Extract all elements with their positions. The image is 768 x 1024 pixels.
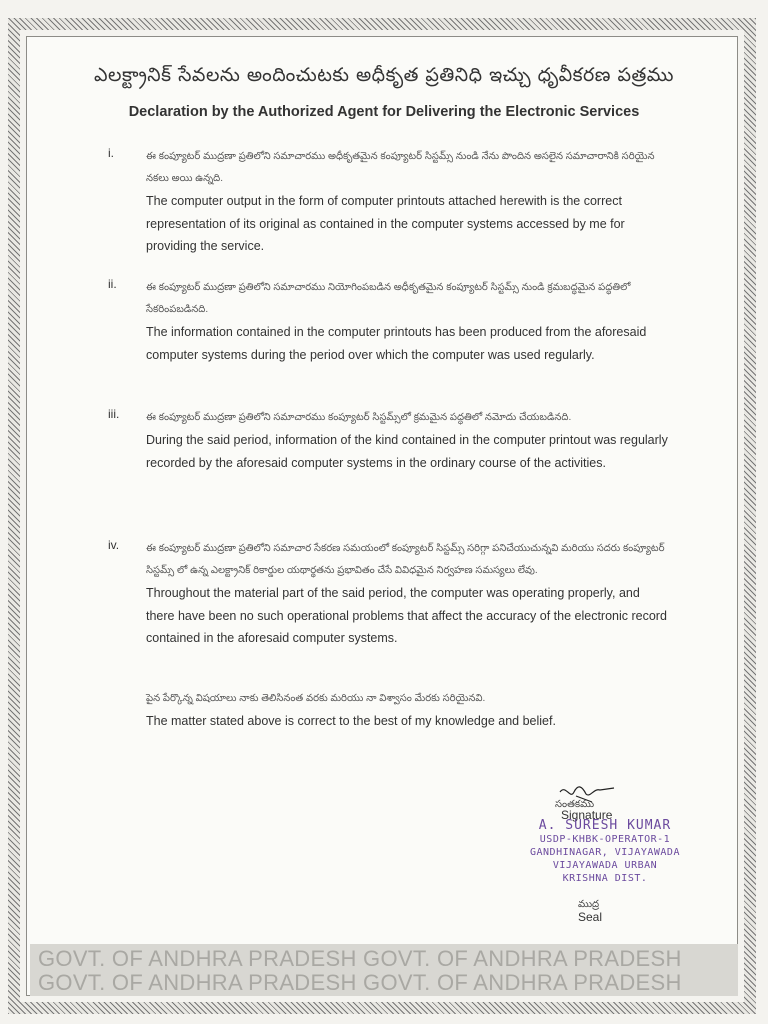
seal-label: Seal xyxy=(578,910,603,924)
telugu-title: ఎలక్ట్రానిక్ సేవలను అందించుటకు అధీకృత ప్రతినిధి ఇచ్చు ధృవీకరణ పత్రము xyxy=(93,64,674,86)
signature-label: Signature xyxy=(561,808,613,822)
item-english-text: Throughout the material part of the said period, the computer was operating properly, and there have been no such operational problems that affect the accuracy of the electronic record contained in the aforesaid computer systems. xyxy=(146,586,667,645)
item-telugu-text: ఈ కంప్యూటర్ ముద్రణా ప్రతిలోని సమాచారము నియోగింపబడిన అధీకృతమైన కంప్యూటర్ సిస్టమ్స్ నుండి క్రమబద్ధమైన పద్ధతిలో సేకరింపబడినది. xyxy=(146,282,631,315)
item-number: i. xyxy=(108,146,114,160)
item-telugu-text: ఈ కంప్యూటర్ ముద్రణా ప్రతిలోని సమాచారము అధీకృతమైన కంప్యూటర్ సిస్టమ్స్ నుండి నేను పొందిన అసలైన సమాచారానికి సరియైన నకలు అయి ఉన్నది. xyxy=(146,151,655,184)
stamp-area: VIJAYAWADA URBAN xyxy=(552,860,658,871)
item-telugu-text: ఈ కంప్యూటర్ ముద్రణా ప్రతిలోని సమాచారము కంప్యూటర్ సిస్టమ్స్‌లో క్రమమైన పద్ధతిలో నమోదు చేయబడినది. xyxy=(146,412,572,423)
closing-telugu-text: పైన పేర్కొన్న విషయాలు నాకు తెలిసినంత వరకు మరియు నా విశ్వాసం మేరకు సరియైనవి. xyxy=(146,693,486,704)
official-stamp xyxy=(510,818,700,885)
watermark-text-1: GOVT. OF ANDHRA PRADESH GOVT. OF ANDHRA PRADESH xyxy=(38,946,682,971)
watermark-text-2: GOVT. OF ANDHRA PRADESH GOVT. OF ANDHRA PRADESH xyxy=(38,970,682,995)
item-number: iv. xyxy=(108,538,120,552)
stamp-name: A. SURESH KUMAR xyxy=(538,818,672,833)
item-number: iii. xyxy=(108,407,120,421)
stamp-location: GANDHINAGAR, VIJAYAWADA xyxy=(530,847,680,858)
stamp-designation: USDP-KHBK-OPERATOR-1 xyxy=(539,834,671,845)
document-title: Declaration by the Authorized Agent for Delivering the Electronic Services xyxy=(128,104,640,120)
item-english-text: The computer output in the form of computer printouts attached herewith is the correct representation of its original as contained in the computer systems accessed by me for providing the service. xyxy=(146,194,625,253)
item-number: ii. xyxy=(108,277,117,291)
signature-telugu-label: సంతకము xyxy=(555,799,595,810)
stamp-district: KRISHNA DIST. xyxy=(562,873,648,884)
closing-english-text: The matter stated above is correct to the best of my knowledge and belief. xyxy=(146,714,556,728)
item-telugu-text: ఈ కంప్యూటర్ ముద్రణా ప్రతిలోని సమాచార సేకరణ సమయంలో కంప్యూటర్ సిస్టమ్స్ సరిగ్గా పనిచేయుచున్నవి మరియు సదరు కంప్యూటర్ సిస్టమ్స్ లో ఉన్న ఎలక్ట్రానిక్ రికార్డుల యథార్థతను ప్రభావితం చేసే వివిధమైన నిర్వహణ సమస్యలు లేవు. xyxy=(146,543,665,576)
item-english-text: During the said period, information of the kind contained in the computer printout was regularly recorded by the aforesaid computer systems in the ordinary course of the activities. xyxy=(146,433,668,470)
seal-telugu-label: ముద్ర xyxy=(578,899,600,910)
item-english-text: The information contained in the computer printouts has been produced from the aforesaid computer systems during the period over which the computer was used regularly. xyxy=(146,325,647,362)
